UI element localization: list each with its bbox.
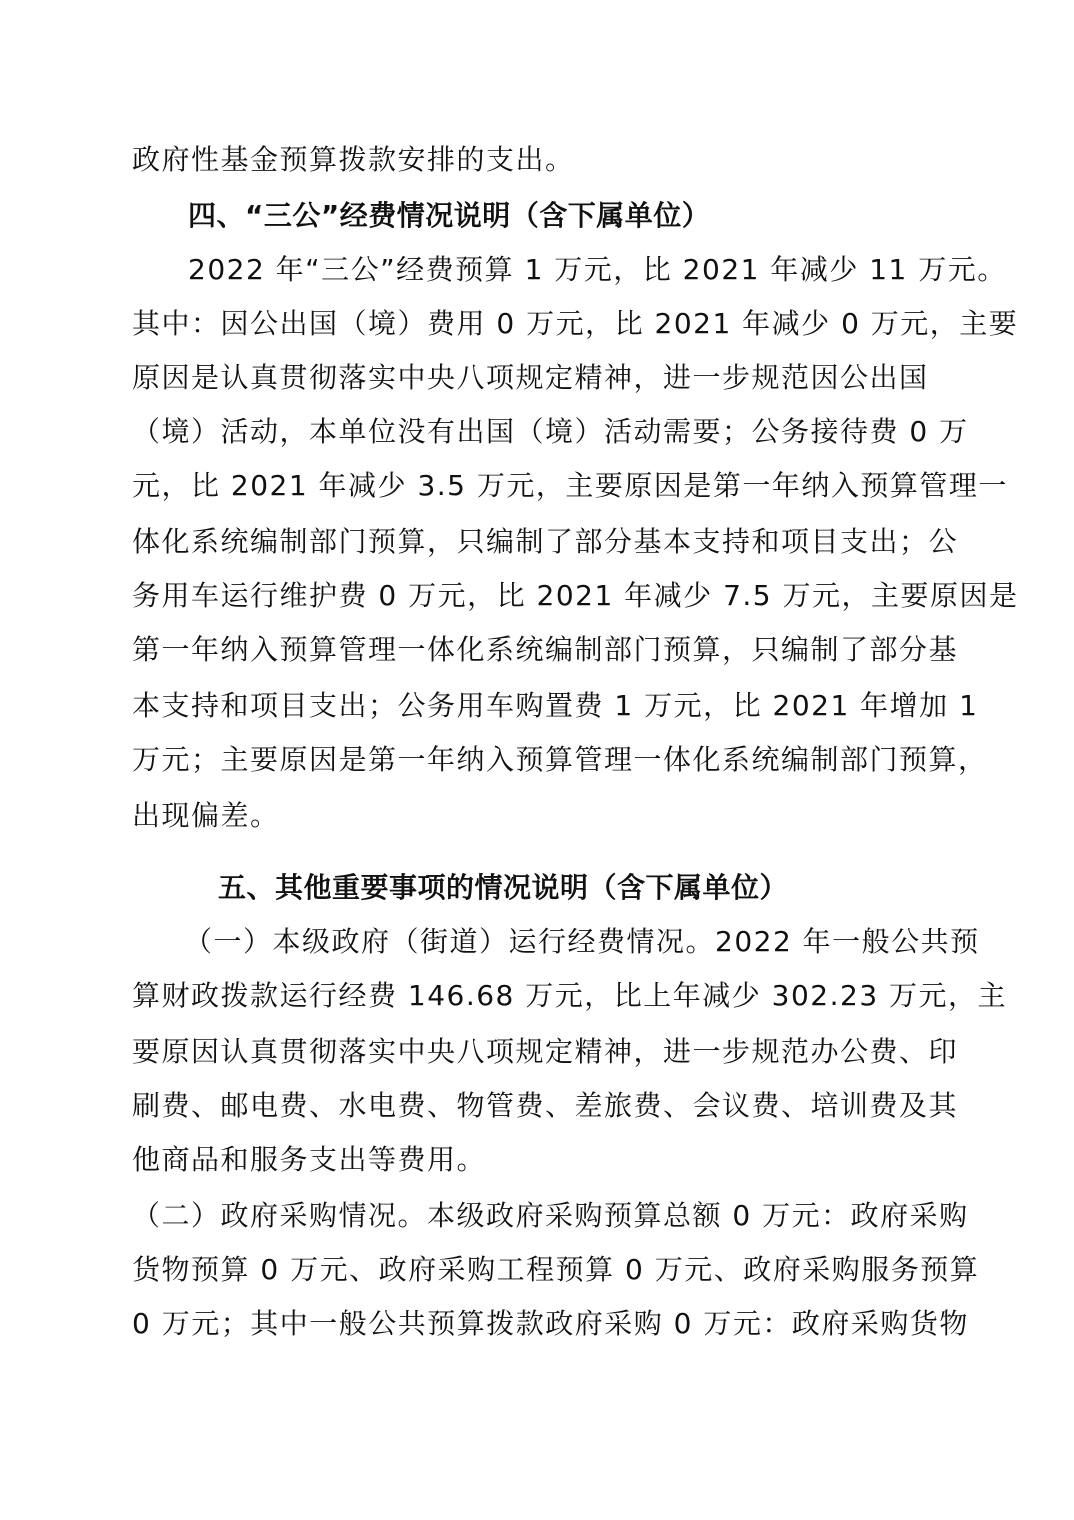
text-line: 算财政拨款运行经费 146.68 万元，比上年减少 302.23 万元，主 [132, 979, 1008, 1012]
text-line: 2022 年“三公”经费预算 1 万元，比 2021 年减少 11 万元。 [188, 253, 1007, 286]
text-line: 政府性基金预算拨款安排的支出。 [132, 143, 575, 176]
text-line: 第一年纳入预算管理一体化系统编制部门预算，只编制了部分基 [132, 633, 959, 666]
text-line: 货物预算 0 万元、政府采购工程预算 0 万元、政府采购服务预算 [132, 1253, 980, 1286]
text-line: 体化系统编制部门预算，只编制了部分基本支持和项目支出；公 [132, 525, 959, 558]
text-line: （境）活动，本单位没有出国（境）活动需要；公务接待费 0 万 [132, 415, 969, 448]
text-line: 出现偏差。 [132, 799, 280, 832]
section-heading-four: 四、“三公”经费情况说明（含下属单位） [188, 199, 711, 232]
text-line: 万元；主要原因是第一年纳入预算管理一体化系统编制部门预算， [132, 743, 988, 776]
text-line: 本支持和项目支出；公务用车购置费 1 万元，比 2021 年增加 1 [132, 689, 979, 722]
text-line: 他商品和服务支出等费用。 [132, 1143, 487, 1176]
text-line: （一）本级政府（街道）运行经费情况。2022 年一般公共预 [184, 925, 980, 958]
text-line: 要原因认真贯彻落实中央八项规定精神，进一步规范办公费、印 [132, 1035, 959, 1068]
text-line: （二）政府采购情况。本级政府采购预算总额 0 万元：政府采购 [132, 1199, 969, 1232]
text-line: 元，比 2021 年减少 3.5 万元，主要原因是第一年纳入预算管理一 [132, 469, 1008, 502]
text-line: 其中：因公出国（境）费用 0 万元，比 2021 年减少 0 万元，主要 [132, 307, 1019, 340]
section-heading-five: 五、其他重要事项的情况说明（含下属单位） [218, 871, 789, 904]
text-line: 0 万元；其中一般公共预算拨款政府采购 0 万元：政府采购货物 [132, 1307, 969, 1340]
text-line: 原因是认真贯彻落实中央八项规定精神，进一步规范因公出国 [132, 361, 929, 394]
text-line: 务用车运行维护费 0 万元，比 2021 年减少 7.5 万元，主要原因是 [132, 579, 1019, 612]
text-line: 刷费、邮电费、水电费、物管费、差旅费、会议费、培训费及其 [132, 1089, 959, 1122]
